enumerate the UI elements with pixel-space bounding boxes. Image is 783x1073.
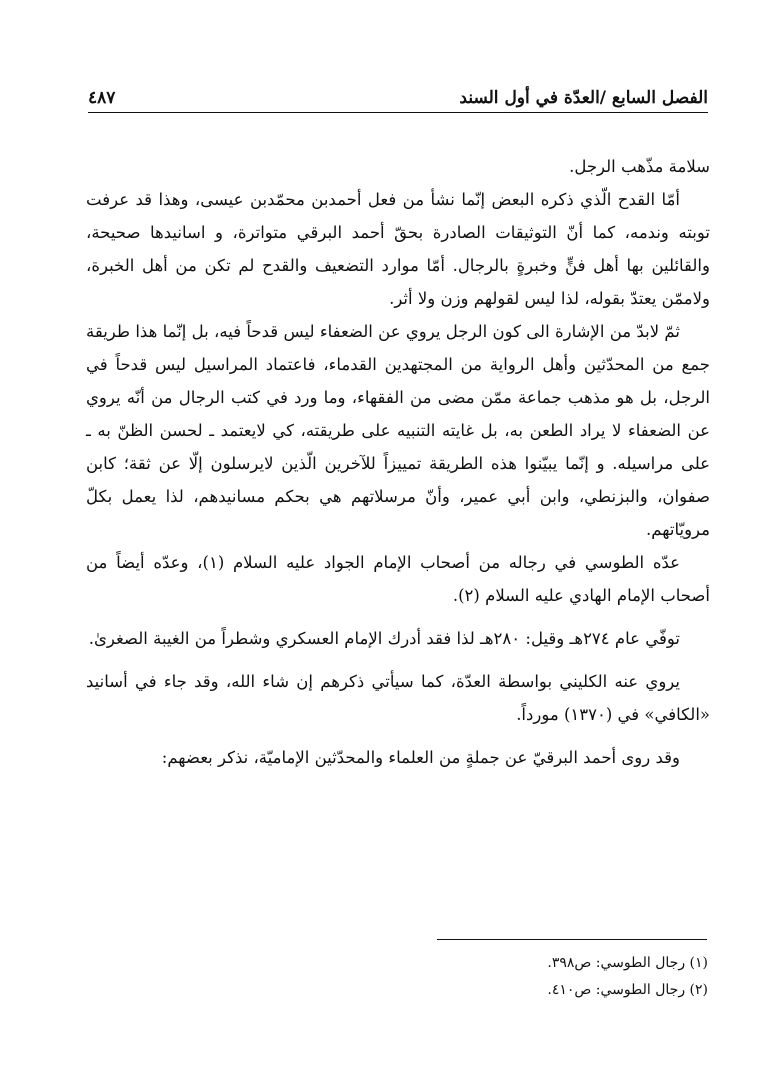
footnote: (٢) رجال الطوسي: ص٤١٠.: [547, 982, 708, 998]
paragraph: توفّي عام ٢٧٤هـ وقيل: ٢٨٠هـ لذا فقد أدرك الإمام العسكري وشطراً من الغيبة الصغرىٰ.: [88, 629, 680, 648]
page-header: [88, 82, 708, 113]
footnote-separator: [437, 939, 707, 940]
paragraph: يروي عنه الكليني بواسطة العدّة، كما سيأتي ذكرهم إن شاء الله، وقد جاء في أسانيد «الكافي» في (١٣٧٠) مورداً.: [86, 672, 710, 724]
running-title: الفصل السابع /العدّة في أول السند: [459, 88, 708, 108]
footnotes: [308, 950, 708, 1004]
paragraph: ثمّ لابدّ من الإشارة الى كون الرجل يروي عن الضعفاء ليس قدحاً فيه، بل إنّما هذا طريقة جمع من المحدّثين وأهل الرواية من المجتهدين القدماء، فاعتماد المراسيل ليس قدحاً في الرجل، بل هو مذهب جماعة ممّن مضى من الفقهاء، وما ورد في كتب الرجال من أنّه يروي عن الضعفاء لا يراد الطعن به، بل غايته التنبيه على طريقته، كي لايعتمد ـ لحسن الظنّ به ـ على مراسيله. و إنّما يبيّنوا هذه الطريقة تمييزاً للآخرين الّذين لايرسلون إلّا عن ثقة؛ كابن صفوان، والبزنطي، وابن أبي عمير، وأنّ مرسلاتهم هي بحكم مسانيدهم، لذا يعمل بكلّ مرويّاتهم.: [86, 322, 710, 539]
paragraph: عدّه الطوسي في رجاله من أصحاب الإمام الجواد عليه السلام (١)، وعدّه أيضاً من أصحاب الإمام الهادي عليه السلام (٢).: [86, 553, 710, 605]
paragraph: سلامة مذّهب الرجل.: [569, 157, 710, 176]
page-body: [86, 150, 710, 774]
paragraph: أمّا القدح الّذي ذكره البعض إنّما نشأ من فعل أحمدبن محمّدبن عيسى، وهذا قد عرفت توبته وندمه، كما أنّ التوثيقات الصادرة بحقّ أحمد البرقي متواترة، و اسانيدها صحيحة، والقائلين بها أهل فنٍّ وخبرةٍ بالرجال. أمّا موارد التضعيف والقدح لم تكن من أهل الخبرة، ولاممّن يعتدّ بقوله، لذا ليس لقولهم وزن ولا أثر.: [86, 190, 710, 308]
footnote: (١) رجال الطوسي: ص٣٩٨.: [547, 955, 708, 971]
paragraph: وقد روى أحمد البرقيّ عن جملةٍ من العلماء والمحدّثين الإماميّة، نذكر بعضهم:: [161, 748, 680, 767]
page-number: ٤٨٧: [88, 88, 116, 108]
